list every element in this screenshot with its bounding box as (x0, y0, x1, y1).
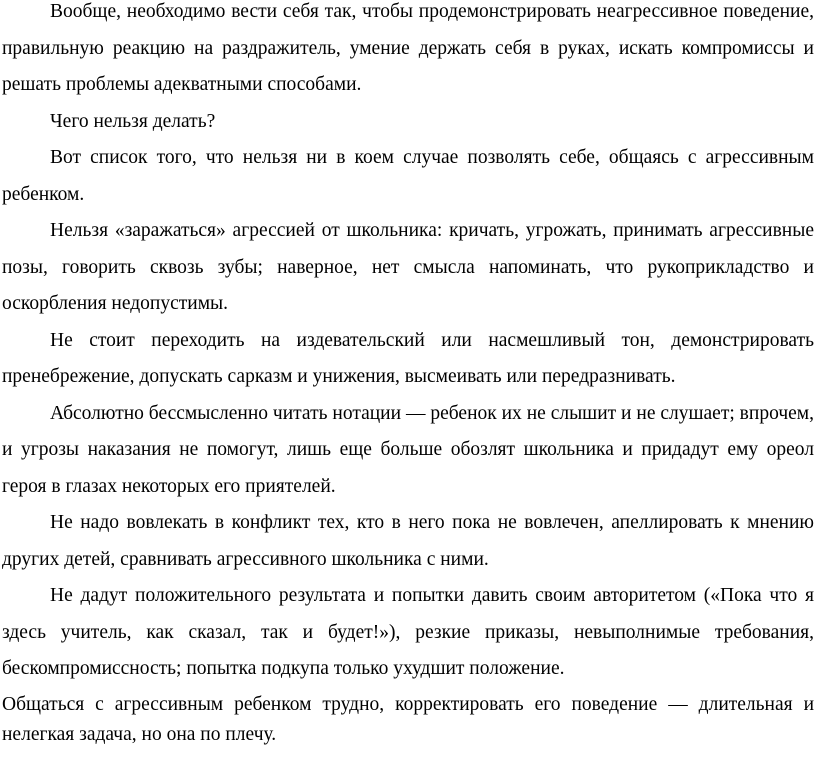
paragraph-general-advice: Вообще, необходимо вести себя так, чтобы продемонстрировать неагрессивное поведение, правильную реакцию на раздражитель, умение держать себя в руках, искать компромиссы и решать проблемы адекватными способами. (2, 1, 814, 95)
paragraph-no-lectures: Абсолютно бессмысленно читать нотации — ребенок их не слышит и не слушает; впрочем, и угрозы наказания не помогут, лишь еще больше обозлят школьника и придадут ему ореол героя в глазах некоторых его приятелей. (2, 402, 814, 497)
paragraph-list-intro: Вот список того, что нельзя ни в коем случае позволять себе, общаясь с агрессивным ребенком. (2, 147, 814, 205)
paragraph-question-heading: Чего нельзя делать? (50, 110, 216, 132)
paragraph-no-mockery: Не стоит переходить на издевательский или насмешливый тон, демонстрировать пренебрежение, допускать сарказм и унижения, высмеивать или передразнивать. (2, 329, 814, 387)
paragraph-no-aggression: Нельзя «заражаться» агрессией от школьника: кричать, угрожать, принимать агрессивные позы, говорить сквозь зубы; наверное, нет смысла напоминать, что рукоприкладство и оскорбления недопустимы. (2, 220, 814, 314)
paragraph-no-authority-pressure: Не дадут положительного результата и попытки давить своим авторитетом («Пока что я здесь учитель, как сказал, так и будет!»), резкие приказы, невыполнимые требования, бескомпромиссность; попытка подкупа только ухудшит положение. (2, 585, 814, 679)
paragraph-conclusion: Общаться с агрессивным ребенком трудно, корректировать его поведение — длительная и нелегкая задача, но она по плечу. (2, 693, 814, 745)
paragraph-no-involving-others: Не надо вовлекать в конфликт тех, кто в него пока не вовлечен, апеллировать к мнению других детей, сравнивать агрессивного школьника с ними. (2, 512, 814, 570)
